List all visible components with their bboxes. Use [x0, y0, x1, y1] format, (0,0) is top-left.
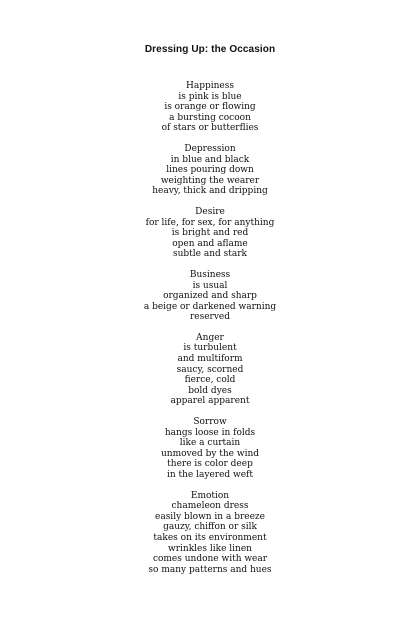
poem-line: is bright and red	[171, 228, 249, 239]
poem-line: subtle and stark	[173, 249, 247, 260]
stanza	[0, 333, 420, 407]
poem-line: weighting the wearer	[160, 175, 260, 186]
poem-line: open and aflame	[172, 238, 248, 249]
poem-line: chameleon dress	[171, 501, 249, 512]
poem-line: so many patterns and hues	[148, 564, 272, 575]
poem-line: saucy, scorned	[176, 364, 244, 375]
poem-line: comes undone with wear	[152, 554, 268, 565]
stanza	[0, 270, 420, 323]
stanza	[0, 81, 420, 134]
poem-line: Sorrow	[193, 417, 227, 428]
poem-line: is pink is blue	[178, 91, 242, 102]
poem-line: Desire	[195, 206, 225, 217]
poem-line: a bursting cocoon	[169, 112, 251, 123]
poem-body	[0, 81, 420, 585]
poem-line: and multiform	[177, 354, 243, 365]
poem-line: Business	[189, 269, 231, 280]
poem-line: is orange or flowing	[164, 102, 256, 113]
poem-line: Happiness	[186, 81, 234, 91]
poem-line: there is color deep	[167, 459, 253, 470]
poem-line: organized and sharp	[163, 291, 257, 302]
stanza	[0, 144, 420, 197]
poem-line: lines pouring down	[166, 165, 254, 176]
poem-line: takes on its environment	[153, 532, 267, 543]
poem-line: apparel apparent	[170, 396, 250, 407]
poem-line: hangs loose in folds	[164, 427, 256, 438]
poem-line: like a curtain	[179, 438, 241, 449]
poem-line: wrinkles like linen	[168, 543, 252, 554]
poem-line: of stars or butterflies	[161, 123, 259, 134]
poem-line: gauzy, chiffon or silk	[163, 522, 257, 533]
poem-line: Depression	[184, 143, 236, 154]
stanza	[0, 417, 420, 481]
poem-line: a beige or darkened warning	[143, 301, 277, 312]
poem-line: Anger	[196, 332, 224, 343]
poem-line: is usual	[192, 280, 228, 291]
poem-line: unmoved by the wind	[160, 448, 260, 459]
poem-line: for life, for sex, for anything	[145, 217, 275, 228]
poem-line: in the layered weft	[166, 470, 254, 480]
poem-line: reserved	[189, 312, 231, 323]
poem-line: bold dyes	[188, 385, 232, 396]
poem-line: easily blown in a breeze	[155, 511, 265, 522]
poem-line: fierce, cold	[184, 375, 236, 386]
poem-line: in blue and black	[170, 154, 250, 165]
stanza	[0, 207, 420, 260]
poem-line: is turbulent	[183, 343, 237, 354]
poem-title: Dressing Up: the Occasion	[144, 44, 276, 55]
poem-line: heavy, thick and dripping	[152, 186, 268, 197]
stanza	[0, 491, 420, 576]
poem-line: Emotion	[190, 490, 230, 501]
